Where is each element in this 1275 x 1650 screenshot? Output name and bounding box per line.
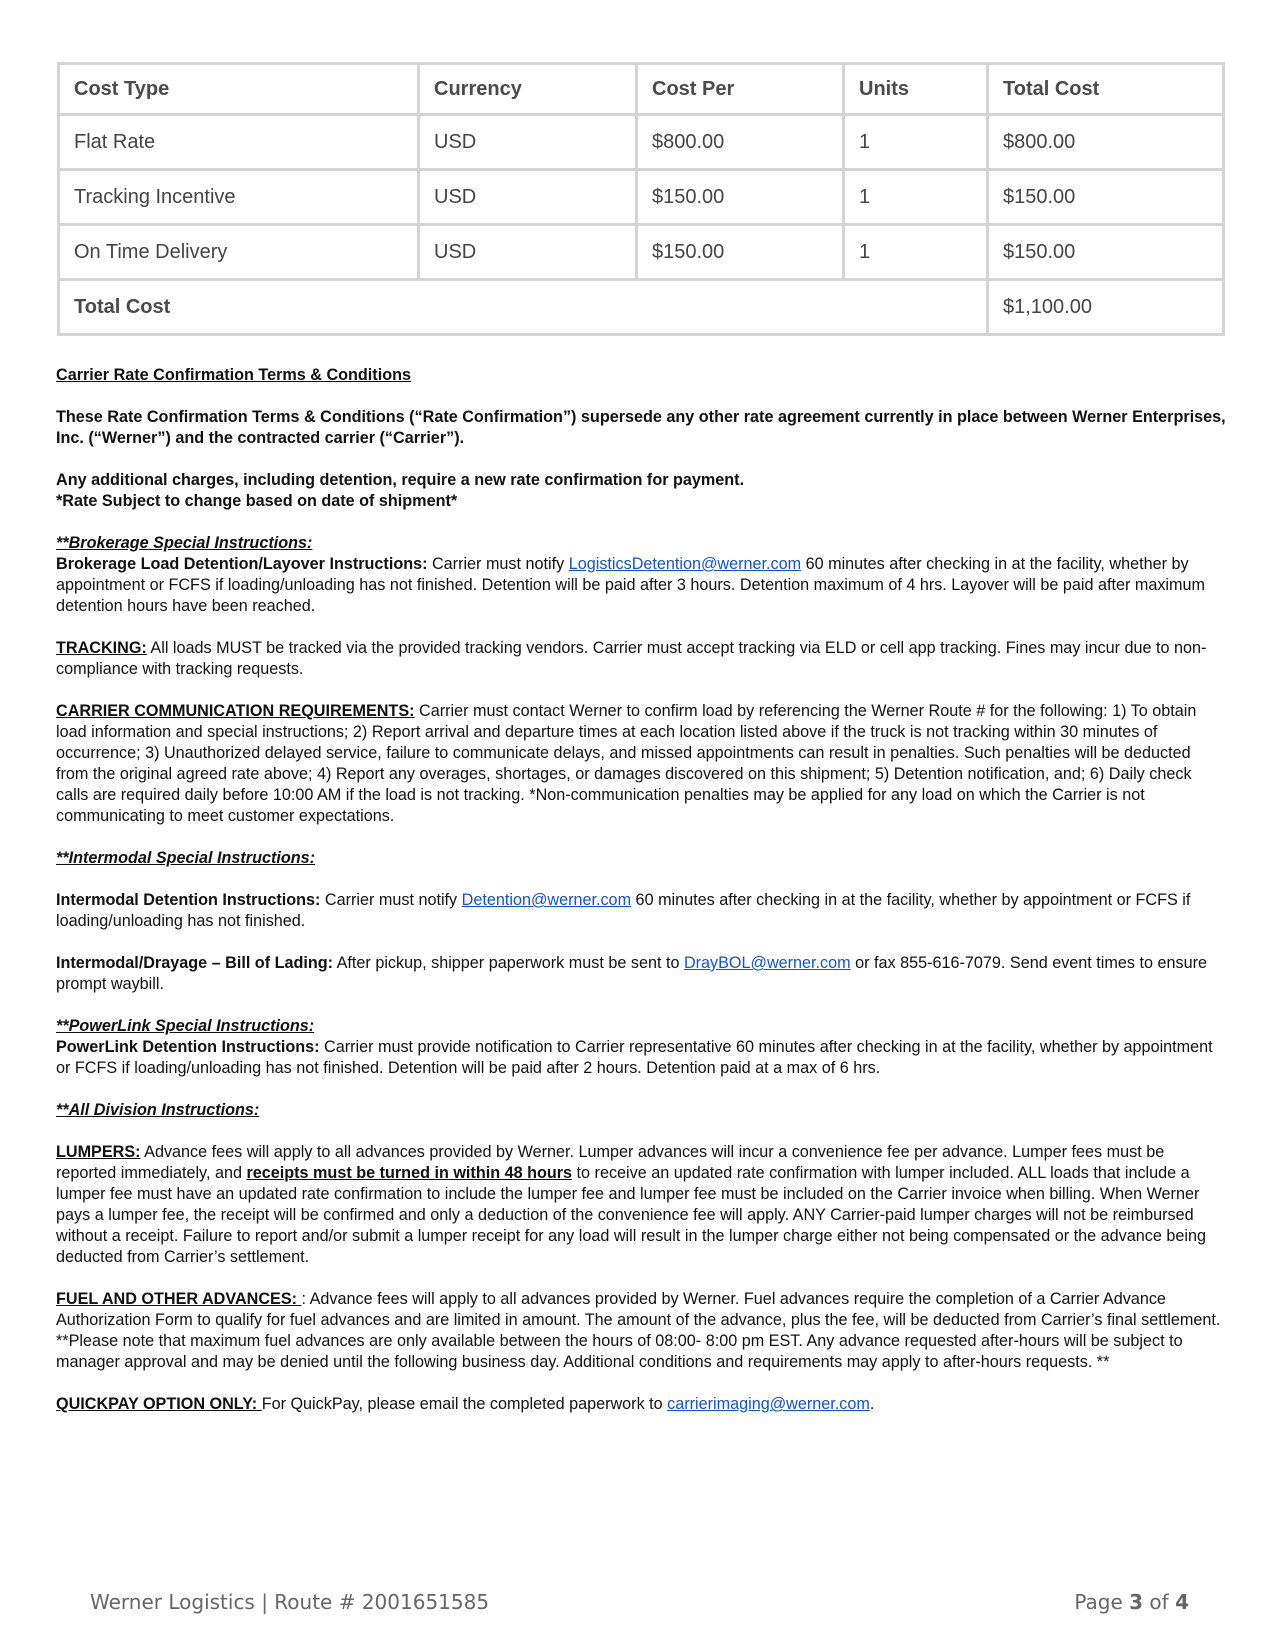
supersede-paragraph: These Rate Confirmation Terms & Conditions (“Rate Confirmation”) supersede any other rate agreement currently in place between Werner Enterprises, Inc. (“Werner”) and the contracted carrier (“Carrier”). bbox=[56, 408, 1226, 447]
cell-total-cost: $800.00 bbox=[988, 115, 1224, 170]
powerlink-text: Carrier must provide notification to Carrier representative 60 minutes after checking in at the facility, whether by appointment or FCFS if loading/unloading has not finished. Detention will be paid after 2 hours. Detention paid at a max of 6 hrs. bbox=[56, 1038, 1213, 1077]
fuel-label: FUEL AND OTHER ADVANCES: bbox=[56, 1290, 302, 1308]
header-cost-per: Cost Per bbox=[637, 64, 844, 115]
footer-route: Werner Logistics | Route # 2001651585 bbox=[90, 1590, 490, 1614]
cell-currency: USD bbox=[419, 115, 637, 170]
quickpay-text-before: For QuickPay, please email the completed paperwork to bbox=[261, 1395, 668, 1413]
intermodal-detention-paragraph bbox=[56, 890, 1226, 932]
terms-heading-text: Carrier Rate Confirmation Terms & Conditions bbox=[56, 366, 411, 384]
powerlink-heading bbox=[56, 1016, 1226, 1037]
page-current: 3 bbox=[1129, 1590, 1144, 1614]
powerlink-label: PowerLink Detention Instructions: bbox=[56, 1038, 320, 1056]
intermodal-detention-after: 60 minutes after checking in at the facility, whether by appointment or FCFS if loading/unloading has not finished. bbox=[56, 891, 1191, 930]
fuel-text: : Advance fees will apply to all advances provided by Werner. Fuel advances require the completion of a Carrier Advance Authorization Form to qualify for fuel advances and are limited in amount. The amount of the advance, plus the fee, will be deducted from Carrier’s final settlement. **Please note that maximum fuel advances are only available between the hours of 08:00- 8:00 pm EST. Any advance requested after-hours will be subject to manager approval and may be denied until the following business day. Additional conditions and requirements may apply to after-hours requests. ** bbox=[56, 1290, 1221, 1371]
table-row bbox=[59, 115, 1224, 170]
detention-email-link[interactable]: Detention@werner.com bbox=[461, 891, 632, 909]
intermodal-bol-label: Intermodal/Drayage – Bill of Lading: bbox=[56, 954, 334, 972]
tracking-text: All loads MUST be tracked via the provided tracking vendors. Carrier must accept tracking via ELD or cell app tracking. Fines may incur due to non-compliance with tracking requests. bbox=[56, 639, 1207, 678]
intermodal-bol-paragraph bbox=[56, 953, 1226, 995]
footer-page-number bbox=[1074, 1590, 1189, 1614]
communication-text: Carrier must contact Werner to confirm load by referencing the Werner Route # for the following: 1) To obtain load information and special instructions; 2) Report arrival and departure times at each location listed above if the truck is not tracking within 30 minutes of occurrence; 3) Unauthorized delayed service, failure to communicate delays, and missed appointments can result in penalties. Such penalties will be deducted from the original agreed rate above; 4) Report any overages, shortages, or damages discovered on this shipment; 5) Detention notification, and; 6) Daily check calls are required daily before 10:00 AM if the load is not tracking. *Non-communication penalties may be applied for any load on which the Carrier is not communicating to meet customer expectations. bbox=[56, 702, 1197, 825]
page-prefix: Page bbox=[1074, 1590, 1130, 1614]
intermodal-heading bbox=[56, 848, 1226, 869]
cell-total-cost: $150.00 bbox=[988, 170, 1224, 225]
quickpay-text-after: . bbox=[869, 1395, 875, 1413]
lumpers-text-before: Advance fees will apply to all advances provided by Werner. Lumper advances will incur a convenience fee per advance. Lumper fees must be reported immediately, and bbox=[56, 1143, 1165, 1182]
lumpers-label: LUMPERS: bbox=[56, 1143, 141, 1161]
tracking-label: TRACKING: bbox=[56, 639, 147, 657]
cell-currency: USD bbox=[419, 170, 637, 225]
cell-cost-type: Tracking Incentive bbox=[59, 170, 419, 225]
all-division-heading bbox=[56, 1100, 1226, 1121]
quickpay-paragraph bbox=[56, 1394, 1226, 1415]
rate-subject: *Rate Subject to change based on date of shipment* bbox=[56, 492, 458, 510]
powerlink-paragraph bbox=[56, 1037, 1226, 1079]
powerlink-heading-text: **PowerLink Special Instructions: bbox=[56, 1017, 315, 1035]
total-label: Total Cost bbox=[59, 280, 988, 335]
intermodal-bol-after: or fax 855-616-7079. Send event times to ensure prompt waybill. bbox=[56, 954, 1207, 993]
brokerage-text-after: 60 minutes after checking in at the facility, whether by appointment or FCFS if loading/unloading has not finished. Detention will be paid after 3 hours. Detention maximum of 4 hrs. Layover will be paid after maximum detention hours have been reached. bbox=[56, 555, 1206, 615]
table-row bbox=[59, 170, 1224, 225]
header-total-cost: Total Cost bbox=[988, 64, 1224, 115]
header-units: Units bbox=[844, 64, 988, 115]
all-division-heading-text: **All Division Instructions: bbox=[56, 1101, 260, 1119]
cell-cost-per: $150.00 bbox=[637, 170, 844, 225]
cell-cost-per: $150.00 bbox=[637, 225, 844, 280]
intermodal-bol-before: After pickup, shipper paperwork must be sent to bbox=[333, 954, 684, 972]
header-currency: Currency bbox=[419, 64, 637, 115]
draybol-email-link[interactable]: DrayBOL@werner.com bbox=[683, 954, 851, 972]
lumpers-text-after: to receive an updated rate confirmation with lumper included. ALL loads that include a lumper fee must have an updated rate confirmation to include the lumper fee and lumper fee must be included on the Carrier invoice when billing. When Werner pays a lumper fee, the receipt will be confirmed and only a deduction of the convenience fee will apply. ANY Carrier-paid lumper charges will not be reimbursed without a receipt. Failure to report and/or submit a lumper receipt for any load will result in the lumper charge either not being compensated or the advance being deducted from Carrier’s settlement. bbox=[56, 1164, 1206, 1266]
cell-cost-per: $800.00 bbox=[637, 115, 844, 170]
lumpers-paragraph bbox=[56, 1142, 1226, 1268]
brokerage-heading bbox=[56, 533, 1226, 554]
terms-section bbox=[56, 365, 1226, 1436]
quickpay-label: QUICKPAY OPTION ONLY: bbox=[56, 1395, 262, 1413]
lumpers-emphasis: receipts must be turned in within 48 hours bbox=[246, 1164, 573, 1182]
brokerage-paragraph bbox=[56, 554, 1226, 617]
cell-cost-type: On Time Delivery bbox=[59, 225, 419, 280]
header-cost-type: Cost Type bbox=[59, 64, 419, 115]
cell-units: 1 bbox=[844, 115, 988, 170]
table-row bbox=[59, 225, 1224, 280]
tracking-paragraph bbox=[56, 638, 1226, 680]
fuel-paragraph bbox=[56, 1289, 1226, 1373]
total-value: $1,100.00 bbox=[988, 280, 1224, 335]
communication-label: CARRIER COMMUNICATION REQUIREMENTS: bbox=[56, 702, 415, 720]
cell-cost-type: Flat Rate bbox=[59, 115, 419, 170]
terms-heading bbox=[56, 365, 1226, 386]
additional-charges: Any additional charges, including detention, require a new rate confirmation for payment. bbox=[56, 471, 745, 489]
carrierimaging-email-link[interactable]: carrierimaging@werner.com bbox=[667, 1395, 870, 1413]
brokerage-text-before: Carrier must notify bbox=[427, 555, 569, 573]
intermodal-detention-label: Intermodal Detention Instructions: bbox=[56, 891, 321, 909]
brokerage-heading-text: **Brokerage Special Instructions: bbox=[56, 534, 313, 552]
page-total: 4 bbox=[1175, 1590, 1189, 1614]
cell-units: 1 bbox=[844, 225, 988, 280]
cell-currency: USD bbox=[419, 225, 637, 280]
logistics-detention-email-link[interactable]: LogisticsDetention@werner.com bbox=[568, 555, 802, 573]
intermodal-heading-text: **Intermodal Special Instructions: bbox=[56, 849, 316, 867]
cost-table bbox=[57, 62, 1225, 336]
intermodal-detention-before: Carrier must notify bbox=[320, 891, 462, 909]
cell-total-cost: $150.00 bbox=[988, 225, 1224, 280]
table-header-row bbox=[59, 64, 1224, 115]
brokerage-label: Brokerage Load Detention/Layover Instructions: bbox=[56, 555, 428, 573]
communication-paragraph bbox=[56, 701, 1226, 827]
cell-units: 1 bbox=[844, 170, 988, 225]
table-total-row bbox=[59, 280, 1224, 335]
page-of: of bbox=[1143, 1590, 1176, 1614]
